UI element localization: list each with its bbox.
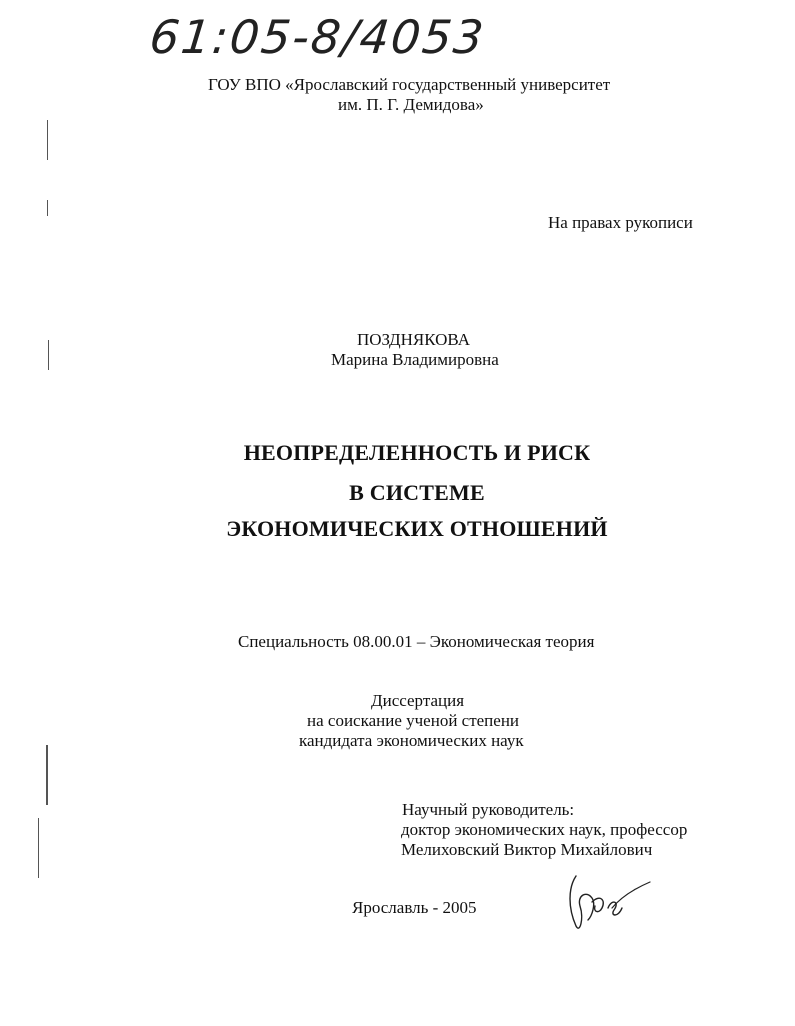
supervisor-label: Научный руководитель: <box>402 800 575 819</box>
title-line-3: ЭКОНОМИЧЕСКИХ ОТНОШЕНИЙ <box>226 516 608 541</box>
signature-mark <box>562 868 652 938</box>
scan-artifact <box>47 200 48 216</box>
scan-artifact <box>48 340 49 370</box>
title-line-1: НЕОПРЕДЕЛЕННОСТЬ И РИСК <box>243 440 591 465</box>
degree-line-1: Диссертация <box>371 691 465 710</box>
institution-line-1: ГОУ ВПО «Ярославский государственный университет <box>208 75 611 94</box>
author-surname: ПОЗДНЯКОВА <box>357 330 470 349</box>
scan-artifact <box>47 120 48 160</box>
scan-artifact <box>46 745 48 805</box>
degree-line-2: на соискание ученой степени <box>307 711 520 730</box>
institution-line-2: им. П. Г. Демидова» <box>338 95 484 114</box>
degree-line-3: кандидата экономических наук <box>299 731 524 750</box>
scan-artifact <box>38 818 39 878</box>
supervisor-credentials: доктор экономических наук, профессор <box>401 820 688 839</box>
place-and-year: Ярославль - 2005 <box>352 898 477 917</box>
specialty: Специальность 08.00.01 – Экономическая теория <box>238 632 595 651</box>
author-given-names: Марина Владимировна <box>331 350 499 369</box>
title-line-2: В СИСТЕМЕ <box>349 480 485 505</box>
supervisor-name: Мелиховский Виктор Михайлович <box>401 840 653 859</box>
manuscript-rights-note: На правах рукописи <box>548 213 693 232</box>
handwritten-archive-number: 61:05-8/4053 <box>147 10 488 64</box>
